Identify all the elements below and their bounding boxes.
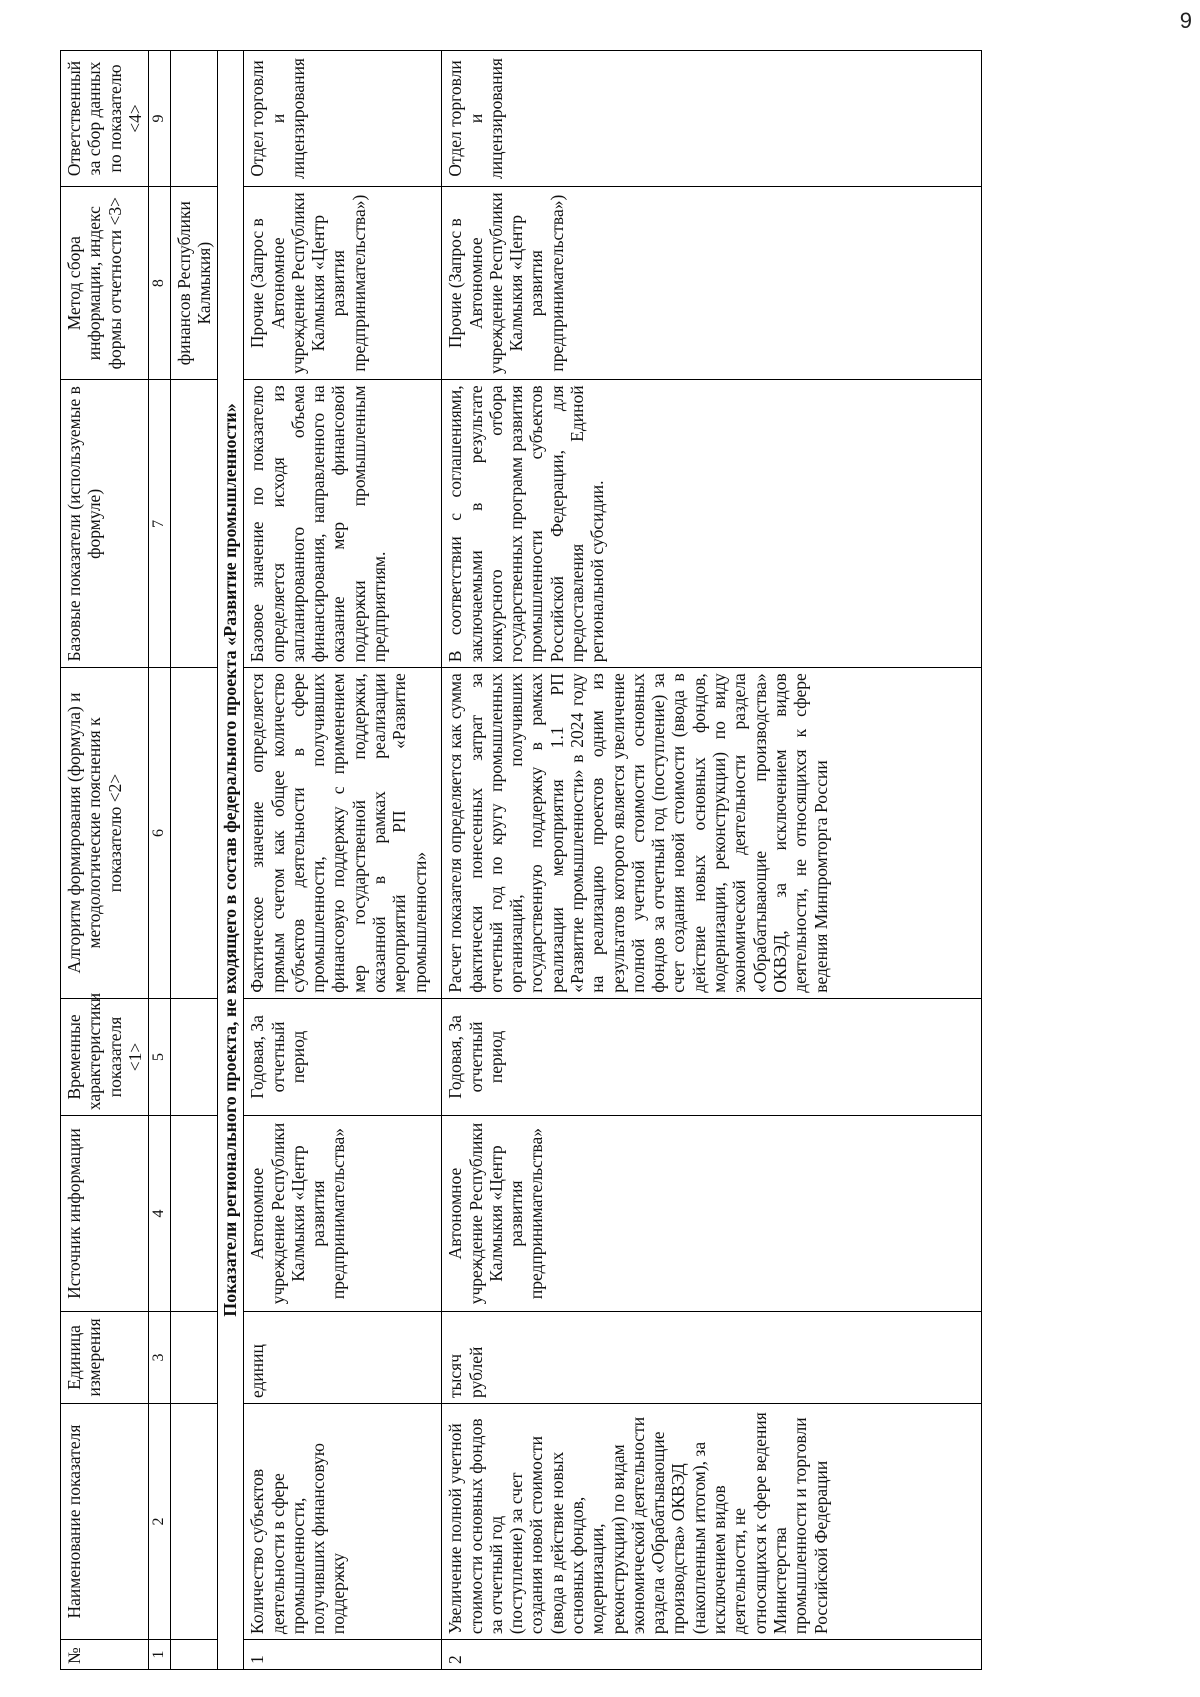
table-row [244, 51, 442, 1670]
header-cell: № [61, 1640, 149, 1670]
header-row [61, 51, 149, 1670]
time-cell: Годовая, За отчетный период [244, 998, 442, 1115]
column-number: 5 [149, 998, 171, 1115]
base-cell: В соответствии с соглашениями, заключаемыми в результате конкурсного отбора государственных программ развития промышленности субъектов Российской Федерации, для предоставления Единой региональной субсидии. [442, 380, 982, 668]
rotated-page [60, 50, 1135, 1670]
header-cell: Базовые показатели (используемые в формуле) [61, 380, 149, 668]
column-number: 8 [149, 186, 171, 379]
page-number: 9 [1179, 8, 1192, 33]
section-row [218, 51, 244, 1670]
header-cell: Метод сбора информации, индекс формы отчетности <3> [61, 186, 149, 379]
algorithm-cell: Расчет показателя определяется как сумма фактически понесенных затрат за отчетный год по кругу промышленных организаций, получивших государственную поддержку в рамках реализации мероприятия 1.1 РП «Развитие промышленности» в 2024 году на реализацию проектов одним из результатов которого является увеличение полной учетной стоимости основных фондов за отчетный год (поступление) за счет создания новой стоимости (ввода в действие новых основных фондов, модернизации, реконструкции) по виду экономической деятельности раздела «Обрабатывающие производства» ОКВЭД, за исключением видов деятельности, не относящихся к сфере ведения Минпромторга России [442, 668, 982, 998]
header-cell: Алгоритм формирования (формула) и методологические пояснения к показателю <2> [61, 668, 149, 998]
indicators-table [60, 50, 982, 1670]
header-cell: Наименование показателя [61, 1404, 149, 1640]
responsible-cell: Отдел торговли и лицензирования [244, 51, 442, 187]
row-number: 2 [442, 1640, 982, 1670]
column-number: 3 [149, 1311, 171, 1403]
column-number: 6 [149, 668, 171, 998]
method-cell: Прочие (Запрос в Автономное учреждение Республики Калмыкия «Центр развития предпринимательства») [244, 186, 442, 379]
carryover-method-cell: финансов Республики Калмыкия) [170, 186, 218, 379]
indicator-name: Увеличение полной учетной стоимости основных фондов за отчетный год (поступление) за счет создания новой стоимости (ввода в действие новых основных фондов, модернизации, реконструкции) по видам экономической деятельности раздела «Обрабатывающие производства» ОКВЭД (накопленным итогом), за исключением видов деятельности, не относящихся к сфере ведения Министерства промышленности и торговли Российской Федерации [442, 1404, 982, 1640]
header-cell: Ответственный за сбор данных по показателю <4> [61, 51, 149, 187]
responsible-cell: Отдел торговли и лицензирования [442, 51, 982, 187]
section-title: Показатели регионального проекта, не входящего в состав федерального проекта «Развитие промышленности» [218, 51, 244, 1670]
column-number: 9 [149, 51, 171, 187]
source-cell: Автономное учреждение Республики Калмыкия «Центр развития предпринимательства» [244, 1116, 442, 1312]
method-cell: Прочие (Запрос в Автономное учреждение Республики Калмыкия «Центр развития предпринимательства») [442, 186, 982, 379]
column-number-row [149, 51, 171, 1670]
header-cell: Временные характеристики показателя <1> [61, 998, 149, 1115]
column-number: 2 [149, 1404, 171, 1640]
unit-cell: единиц [244, 1311, 442, 1403]
column-number: 1 [149, 1640, 171, 1670]
header-cell: Источник информации [61, 1116, 149, 1312]
table-row [442, 51, 982, 1670]
unit-cell: тысяч рублей [442, 1311, 982, 1403]
header-cell: Единица измерения [61, 1311, 149, 1403]
source-cell: Автономное учреждение Республики Калмыкия «Центр развития предпринимательства» [442, 1116, 982, 1312]
row-number: 1 [244, 1640, 442, 1670]
time-cell: Годовая, За отчетный период [442, 998, 982, 1115]
indicator-name: Количество субъектов деятельности в сфере промышленности, получивших финансовую поддержку [244, 1404, 442, 1640]
base-cell: Базовое значение по показателю определяется исходя из запланированного объема финансирования, направленного на оказание мер финансовой поддержки промышленным предприятиям. [244, 380, 442, 668]
column-number: 4 [149, 1116, 171, 1312]
carryover-row [170, 51, 218, 1670]
column-number: 7 [149, 380, 171, 668]
algorithm-cell: Фактическое значение определяется прямым счетом как общее количество субъектов деятельности в сфере промышленности, получивших финансовую поддержку с применением мер государственной поддержки, оказанной в рамках реализации мероприятий РП «Развитие промышленности» [244, 668, 442, 998]
